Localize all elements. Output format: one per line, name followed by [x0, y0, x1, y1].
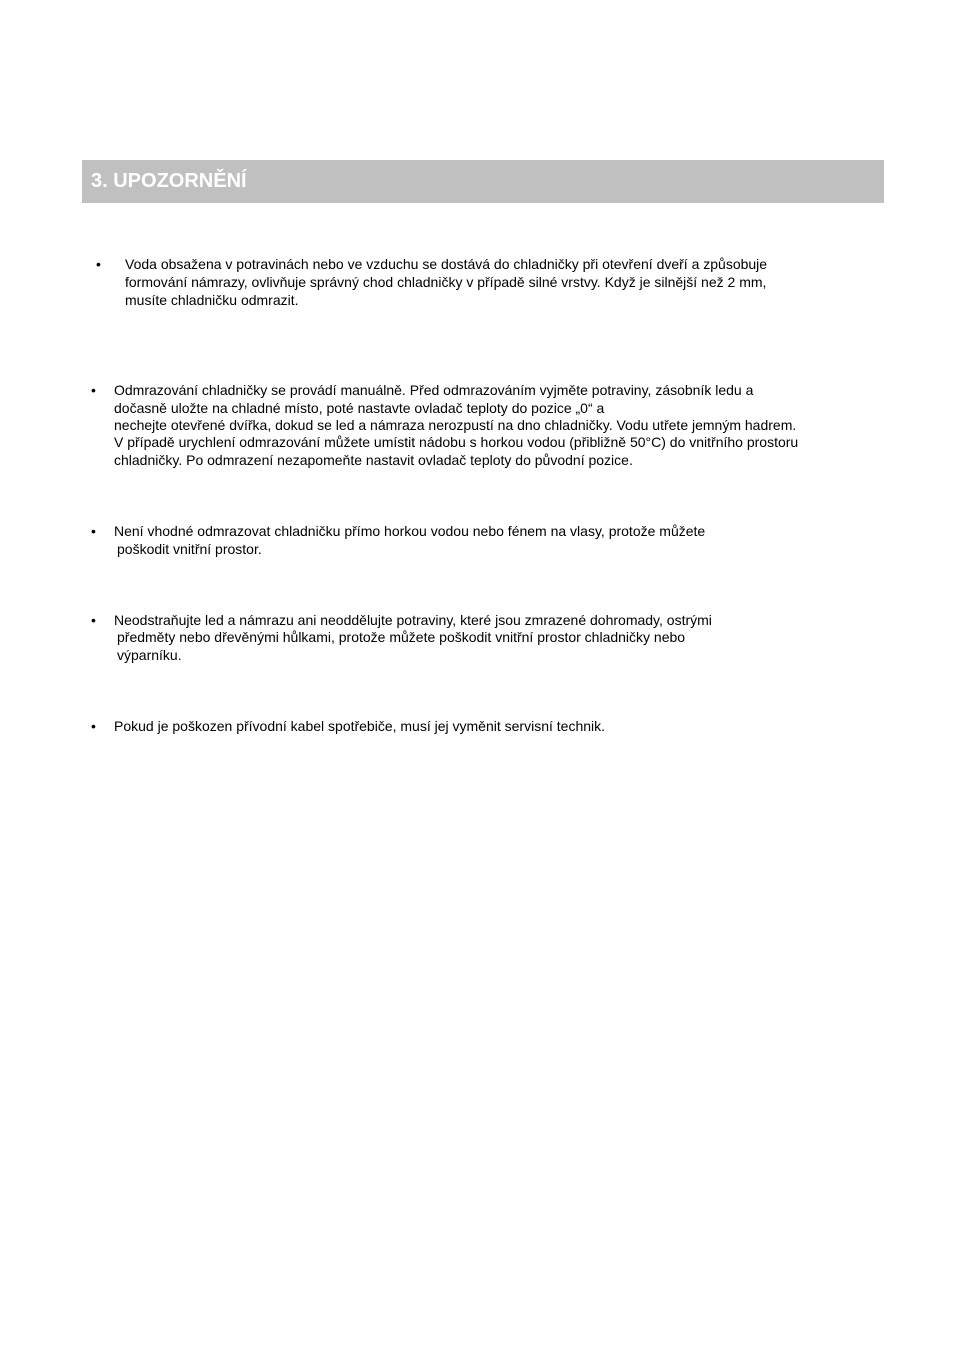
section-title: 3. UPOZORNĚNÍ	[91, 170, 247, 192]
warning-text-line: výparníku.	[117, 647, 182, 663]
warning-text-line: Odmrazování chladničky se provádí manuálně. Před odmrazováním vyjměte potraviny, zásobník ledu a	[114, 382, 754, 398]
warning-text-line: V případě urychlení odmrazování můžete umístit nádobu s horkou vodou (přibližně 50°C) do vnitřního prostoru	[114, 434, 799, 450]
section-header	[82, 160, 884, 203]
warning-text-line: poškodit vnitřní prostor.	[117, 541, 262, 557]
warning-text-line: Pokud je poškozen přívodní kabel spotřebiče, musí jej vyměnit servisní technik.	[114, 718, 606, 734]
bullet-icon: •	[91, 523, 96, 539]
warning-text-line: nechejte otevřené dvířka, dokud se led a námraza nerozpustí na dno chladničky. Vodu utřete jemným hadrem.	[114, 417, 797, 433]
warning-text-line: Není vhodné odmrazovat chladničku přímo horkou vodou nebo fénem na vlasy, protože můžete	[114, 523, 706, 539]
warning-text-line: dočasně uložte na chladné místo, poté nastavte ovladač teploty do pozice „0“ a	[114, 400, 605, 416]
warning-text-line: musíte chladničku odmrazit.	[125, 292, 299, 308]
warning-text-line: předměty nebo dřevěnými hůlkami, protože můžete poškodit vnitřní prostor chladničky nebo	[117, 629, 686, 645]
warning-text-line: Neodstraňujte led a námrazu ani neoddělujte potraviny, které jsou zmrazené dohromady, ostrými	[114, 612, 712, 628]
warning-text-line: chladničky. Po odmrazení nezapomeňte nastavit ovladač teploty do původní pozice.	[114, 452, 633, 468]
bullet-icon: •	[91, 382, 96, 398]
warning-text-line: formování námrazy, ovlivňuje správný chod chladničky v případě silné vrstvy. Když je silnější než 2 mm,	[125, 274, 767, 290]
bullet-icon: •	[96, 256, 101, 272]
bullet-icon: •	[91, 718, 96, 734]
bullet-icon: •	[91, 612, 96, 628]
warning-text-line: Voda obsažena v potravinách nebo ve vzduchu se dostává do chladničky při otevření dveří a způsobuje	[125, 256, 768, 272]
